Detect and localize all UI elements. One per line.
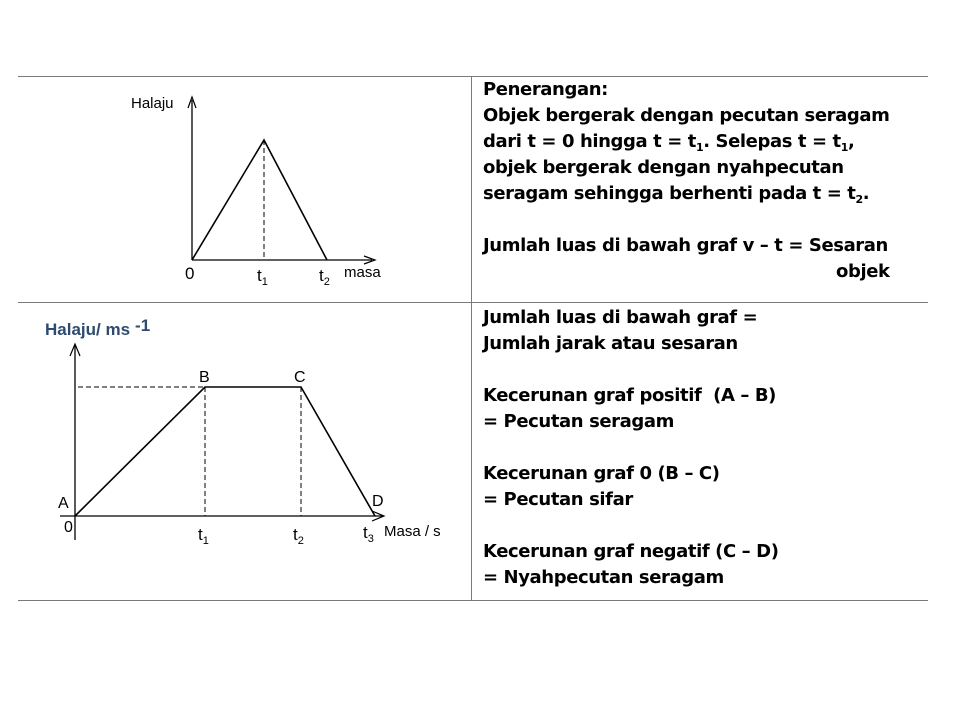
explanation-line: Jumlah luas di bawah graf v – t = Sesaran [483, 235, 888, 256]
explanation-top [483, 77, 890, 285]
explanation-line: = Pecutan seragam [483, 411, 674, 432]
explanation-line: = Nyahpecutan seragam [483, 567, 724, 588]
t3-label: $t_3$ [363, 523, 374, 545]
explanation-line: objek [836, 261, 890, 282]
x-axis-label: masa [344, 264, 381, 281]
point-d-label: D [372, 493, 384, 510]
explanation-line: Kecerunan graf 0 (B – C) [483, 463, 720, 484]
point-c-label: C [294, 369, 306, 386]
table-bottom-border [18, 600, 928, 601]
explanation-title: Penerangan: [483, 79, 608, 100]
explanation-line: = Pecutan sifar [483, 489, 633, 510]
point-b-label: B [199, 369, 210, 386]
explanation-line: seragam sehingga berhenti pada $t = t_2$. [483, 183, 870, 206]
table-column-divider [471, 76, 472, 601]
velocity-time-graph-triangle [0, 76, 471, 302]
t2-label: $t_2$ [293, 525, 304, 547]
explanation-line: objek bergerak dengan nyahpecutan [483, 157, 844, 178]
explanation-line: Jumlah luas di bawah graf = [483, 307, 758, 328]
t1-label: $t_1$ [257, 266, 268, 288]
explanation-line: Objek bergerak dengan pecutan seragam [483, 105, 890, 126]
explanation-line: Kecerunan graf negatif (C – D) [483, 541, 779, 562]
velocity-line [192, 140, 327, 260]
point-a-label: A [58, 495, 69, 512]
origin-label: 0 [64, 519, 73, 536]
y-axis-label: Halaju [131, 95, 174, 112]
explanation-line: Jumlah jarak atau sesaran [483, 333, 738, 354]
t2-label: $t_2$ [319, 266, 330, 288]
origin-label: 0 [185, 264, 195, 283]
explanation-line: Kecerunan graf positif (A – B) [483, 385, 776, 406]
velocity-line [75, 387, 375, 516]
explanation-line: dari t = 0 hingga $t = t_1$. Selepas $t = t_1$, [483, 131, 855, 154]
x-axis-label: Masa / s [384, 523, 441, 540]
velocity-time-graph-trapezoid [0, 302, 471, 600]
y-axis-label: Halaju/ ms -1 [45, 316, 151, 339]
t1-label: $t_1$ [198, 525, 209, 547]
explanation-bottom [483, 305, 779, 591]
